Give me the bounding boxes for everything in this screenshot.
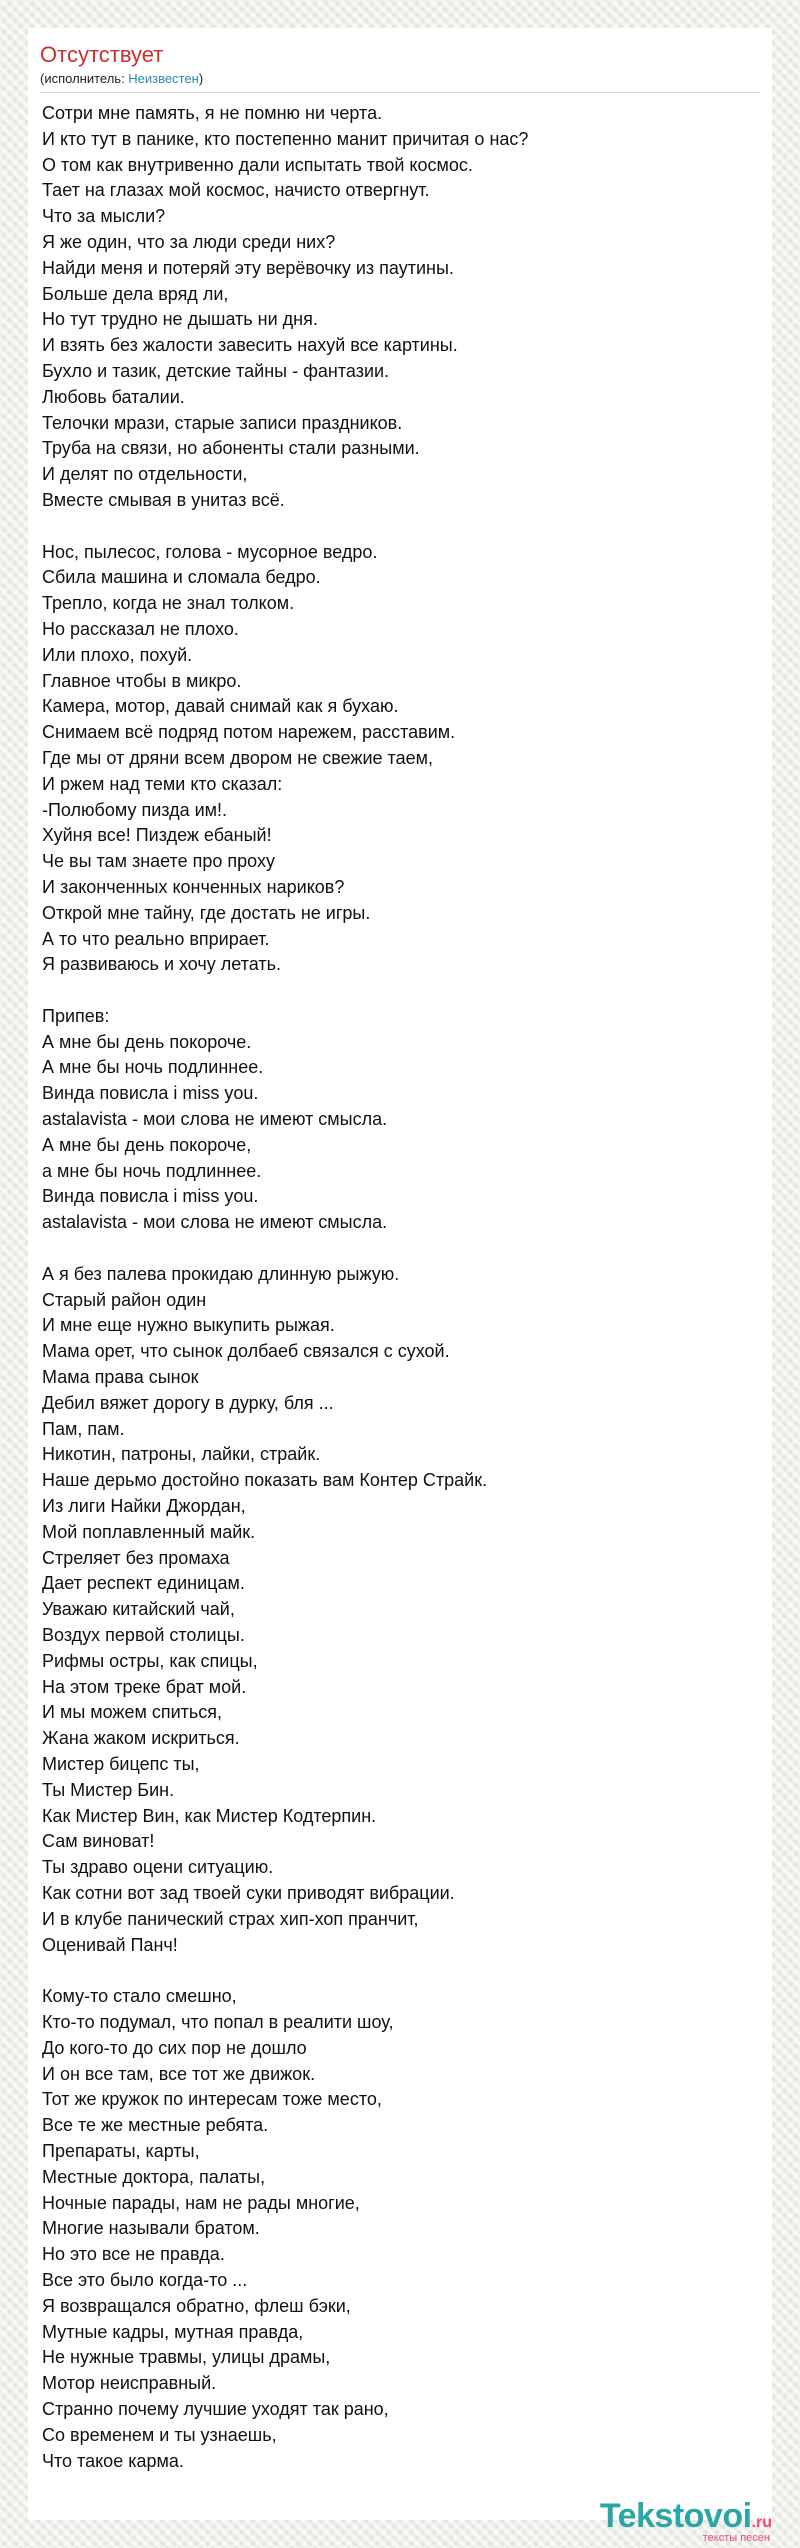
artist-line xyxy=(40,70,760,88)
lyrics-line: Воздух первой столицы. xyxy=(42,1625,245,1646)
lyrics-line: astalavista - мои слова не имеют смысла. xyxy=(42,1212,388,1233)
lyrics-line: Старый район один xyxy=(42,1289,207,1310)
lyrics-line: Как сотни вот зад твоей суки приводят вибрации. xyxy=(42,1882,455,1903)
lyrics-line: Но это все не правда. xyxy=(42,2244,225,2265)
lyrics-line: А мне бы день покороче, xyxy=(42,1134,252,1155)
lyrics-line: И кто тут в панике, кто постепенно манит причитая о нас? xyxy=(42,128,529,149)
lyrics-line: -Полюбому пизда им!. xyxy=(42,799,228,820)
lyrics-line: Нос, пылесос, голова - мусорное ведро. xyxy=(42,541,378,562)
lyrics-line: Че вы там знаете про проху xyxy=(42,851,275,872)
lyrics-line: Но тут трудно не дышать ни дня. xyxy=(42,309,318,330)
lyrics-line: Из лиги Найки Джордан, xyxy=(42,1496,246,1517)
lyrics-line: Винда повисла i miss you. xyxy=(42,1186,259,1207)
lyrics-line: И законченных конченных нариков? xyxy=(42,876,345,897)
lyrics-line: Бухло и тазик, детские тайны - фантазии. xyxy=(42,360,390,381)
lyrics-line: И мы можем спиться, xyxy=(42,1702,223,1723)
artist-prefix: (исполнитель: xyxy=(40,71,129,86)
lyrics-line: Я развиваюсь и хочу летать. xyxy=(42,954,281,975)
lyrics-line: А то что реально вприрает. xyxy=(42,928,270,949)
lyrics-line: а мне бы ночь подлиннее. xyxy=(42,1160,262,1181)
artist-link[interactable]: Неизвестен xyxy=(128,71,199,86)
lyrics-line: Многие называли братом. xyxy=(42,2218,260,2239)
lyrics-line: Дебил вяжет дорогу в дурку, бля ... xyxy=(42,1392,334,1413)
lyrics-line: Я же один, что за люди среди них? xyxy=(42,231,336,252)
lyrics-line: Кому-то стало смешно, xyxy=(42,1986,237,2007)
lyrics-line: Труба на связи, но абоненты стали разными. xyxy=(42,438,420,459)
lyrics-line: Вместе смывая в унитаз всё. xyxy=(42,489,285,510)
lyrics-line: До кого-то до сих пор не дошло xyxy=(42,2037,307,2058)
lyrics-line: Любовь баталии. xyxy=(42,386,185,407)
lyrics-line: И он все там, все тот же движок. xyxy=(42,2063,316,2084)
lyrics-line: Открой мне тайну, где достать не игры. xyxy=(42,902,371,923)
lyrics-line: Припев: xyxy=(42,1005,110,1026)
site-logo[interactable] xyxy=(600,2499,772,2544)
lyrics-line: Больше дела вряд ли, xyxy=(42,283,229,304)
lyrics-line: Все те же местные ребята. xyxy=(42,2115,269,2136)
song-title: Отсутствует xyxy=(40,42,164,67)
lyrics-line: Местные доктора, палаты, xyxy=(42,2166,266,2187)
lyrics-line: Тот же кружок по интересам тоже место, xyxy=(42,2089,382,2110)
lyrics-card xyxy=(28,28,772,2520)
lyrics-line: На этом треке брат мой. xyxy=(42,1676,247,1697)
lyrics-line: Мама орет, что сынок долбаеб связался с сухой. xyxy=(42,1341,450,1362)
lyrics-line: Со временем и ты узнаешь, xyxy=(42,2424,277,2445)
lyrics-line: Мой поплавленный майк. xyxy=(42,1521,256,1542)
lyrics-line: Камера, мотор, давай снимай как я бухаю. xyxy=(42,696,399,717)
lyrics-line: Главное чтобы в микро. xyxy=(42,670,242,691)
lyrics-line: Сбила машина и сломала бедро. xyxy=(42,567,321,588)
lyrics-line: Ты Мистер Бин. xyxy=(42,1779,175,1800)
logo-tld: .ru xyxy=(751,2514,772,2531)
lyrics-line: Телочки мрази, старые записи праздников. xyxy=(42,412,403,433)
lyrics-line: Как Мистер Вин, как Мистер Кодтерпин. xyxy=(42,1805,377,1826)
lyrics-line: Мутные кадры, мутная правда, xyxy=(42,2321,304,2342)
artist-suffix: ) xyxy=(198,71,204,86)
lyrics-line: И в клубе панический страх хип-хоп пранчит, xyxy=(42,1908,419,1929)
lyrics-line: Тает на глазах мой космос, начисто отвергнут. xyxy=(42,180,430,201)
lyrics-line: Дает респект единицам. xyxy=(42,1573,245,1594)
lyrics-line: О том как внутривенно дали испытать твой космос. xyxy=(42,154,473,175)
lyrics-line: Или плохо, похуй. xyxy=(42,644,193,665)
lyrics-line: Найди меня и потеряй эту верёвочку из паутины. xyxy=(42,257,454,278)
lyrics-line: Рифмы остры, как спицы, xyxy=(42,1650,258,1671)
lyrics-line: astalavista - мои слова не имеют смысла. xyxy=(42,1109,388,1130)
lyrics-line: Странно почему лучшие уходят так рано, xyxy=(42,2398,389,2419)
lyrics-line: Оценивай Панч! xyxy=(42,1934,178,1955)
lyrics-line: И взять без жалости завесить нахуй все картины. xyxy=(42,335,458,356)
lyrics-line: Мотор неисправный. xyxy=(42,2373,217,2394)
lyrics-line: Сотри мне память, я не помню ни черта. xyxy=(42,103,383,123)
lyrics-line: И мне еще нужно выкупить рыжая. xyxy=(42,1315,335,1336)
lyrics-line: Все это было когда-то ... xyxy=(42,2269,248,2290)
logo-tagline: тексты песен xyxy=(702,2532,770,2544)
lyrics-line: Хуйня все! Пиздеж ебаный! xyxy=(42,825,272,846)
lyrics-line: Но рассказал не плохо. xyxy=(42,618,239,639)
lyrics-line: Не нужные травмы, улицы драмы, xyxy=(42,2347,331,2368)
lyrics-line: Я возвращался обратно, флеш бэки, xyxy=(42,2295,351,2316)
lyrics-line: А я без палева прокидаю длинную рыжую. xyxy=(42,1263,400,1284)
lyrics-line: А мне бы день покороче. xyxy=(42,1031,252,1052)
lyrics-line: Кто-то подумал, что попал в реалити шоу, xyxy=(42,2011,394,2032)
lyrics-line: И ржем над теми кто сказал: xyxy=(42,773,283,794)
lyrics-line: Винда повисла i miss you. xyxy=(42,1083,259,1104)
lyrics-line: Препараты, карты, xyxy=(42,2140,200,2161)
lyrics-line: Мистер бицепс ты, xyxy=(42,1754,200,1774)
title-divider xyxy=(40,92,760,93)
lyrics-line: Никотин, патроны, лайки, страйк. xyxy=(42,1444,321,1465)
lyrics-line: Стреляет без промаха xyxy=(42,1547,230,1568)
lyrics-line: Что такое карма. xyxy=(42,2450,184,2471)
lyrics-line: Уважаю китайский чай, xyxy=(42,1599,235,1620)
lyrics-line: Снимаем всё подряд потом нарежем, расставим. xyxy=(42,722,456,743)
lyrics-line: Трепло, когда не знал толком. xyxy=(42,593,295,614)
lyrics-line: А мне бы ночь подлиннее. xyxy=(42,1057,264,1078)
lyrics-line: Что за мысли? xyxy=(42,206,166,227)
lyrics-line: Мама права сынок xyxy=(42,1367,199,1388)
lyrics-line: Ночные парады, нам не рады многие, xyxy=(42,2192,360,2213)
lyrics-line: Где мы от дряни всем двором не свежие таем, xyxy=(42,747,433,768)
lyrics-line: Сам виноват! xyxy=(42,1831,155,1852)
lyrics-line: Наше дерьмо достойно показать вам Контер Страйк. xyxy=(42,1470,488,1491)
logo-name: Tekstovoi xyxy=(599,2497,752,2535)
lyrics-line: Жана жаком искриться. xyxy=(42,1728,240,1749)
lyrics-text xyxy=(40,101,760,2474)
lyrics-line: Пам, пам. xyxy=(42,1418,125,1439)
lyrics-line: И делят по отдельности, xyxy=(42,464,248,485)
lyrics-line: Ты здраво оцени ситуацию. xyxy=(42,1857,274,1878)
